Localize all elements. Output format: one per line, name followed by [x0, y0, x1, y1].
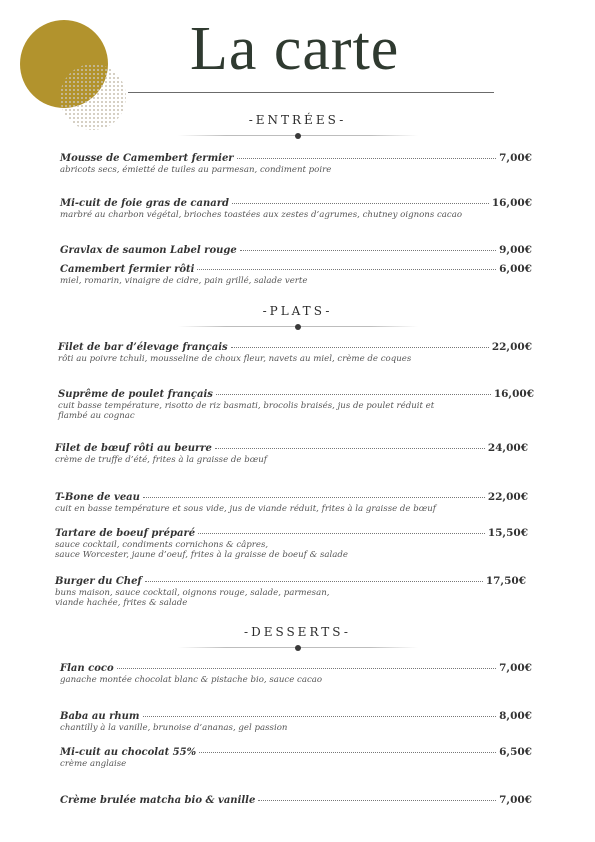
- section-title: -ENTRÉES-: [248, 113, 347, 127]
- item-description: marbré au charbon végétal, brioches toastées aux zestes d’agrumes, chutney oignons cacao: [60, 210, 463, 220]
- item-price: 15,50€: [487, 527, 528, 539]
- item-price: 7,00€: [499, 152, 532, 164]
- section-title: -PLATS-: [262, 304, 333, 318]
- section-divider: [178, 643, 418, 651]
- item-price: 22,00€: [491, 341, 532, 353]
- item-price: 16,00€: [491, 197, 532, 209]
- section-header-entrees: [0, 113, 595, 139]
- item-price: 8,00€: [499, 710, 532, 722]
- menu-item: [58, 341, 532, 364]
- item-name: Flan coco: [60, 663, 114, 674]
- item-description: crème de truffe d’été, frites à la graisse de bœuf: [55, 455, 267, 465]
- item-price: 16,00€: [493, 388, 534, 400]
- menu-item: [55, 491, 528, 514]
- item-name: Crème brulée matcha bio & vanille: [60, 795, 256, 806]
- item-name: Burger du Chef: [55, 576, 142, 587]
- dot-leader: [232, 203, 489, 204]
- item-description: miel, romarin, vinaigre de cidre, pain grillé, salade verte: [60, 276, 308, 286]
- item-price: 9,00€: [499, 244, 532, 256]
- divider-dot: [295, 324, 301, 330]
- item-price: 7,00€: [499, 662, 532, 674]
- section-divider: [178, 131, 418, 139]
- item-description: ganache montée chocolat blanc & pistache bio, sauce cacao: [60, 675, 323, 685]
- section-header-plats: [0, 304, 595, 330]
- item-description: sauce cocktail, condiments cornichons & câpres, sauce Worcester, jaune d’oeuf, frites à la graisse de boeuf & salade: [55, 540, 348, 560]
- dot-leader: [197, 269, 496, 270]
- dot-leader: [237, 158, 497, 159]
- section-divider: [178, 322, 418, 330]
- title-underline: [128, 92, 494, 93]
- item-name: T-Bone de veau: [55, 492, 140, 503]
- item-name: Mi-cuit au chocolat 55%: [60, 747, 197, 758]
- menu-item: [60, 152, 532, 175]
- menu-item: [55, 527, 528, 560]
- page-title: La carte: [190, 15, 400, 83]
- item-description: cuit basse température, risotto de riz basmati, brocolis braisés, jus de poulet réduit et flambé au cognac: [58, 401, 435, 421]
- item-name: Tartare de boeuf préparé: [55, 528, 196, 539]
- section-header-desserts: [0, 625, 595, 651]
- dot-leader: [117, 668, 496, 669]
- menu-item: [55, 442, 528, 465]
- menu-item: [55, 575, 526, 608]
- menu-item: [60, 263, 532, 286]
- dot-leader: [199, 752, 496, 753]
- dot-leader: [240, 250, 496, 251]
- item-description: crème anglaise: [60, 759, 127, 769]
- item-price: 6,50€: [499, 746, 532, 758]
- item-name: Filet de bar d’élevage français: [58, 342, 228, 353]
- item-name: Baba au rhum: [60, 711, 140, 722]
- dot-leader: [143, 497, 485, 498]
- dot-leader: [216, 394, 491, 395]
- dot-leader: [198, 533, 485, 534]
- menu-item: [60, 244, 532, 256]
- item-name: Mi-cuit de foie gras de canard: [60, 198, 229, 209]
- dot-leader: [231, 347, 489, 348]
- item-description: cuit en basse température et sous vide, jus de viande réduit, frites à la graisse de bœuf: [55, 504, 436, 514]
- dot-leader: [143, 716, 497, 717]
- menu-item: [60, 746, 532, 769]
- item-name: Camembert fermier rôti: [60, 264, 195, 275]
- item-price: 24,00€: [487, 442, 528, 454]
- item-description: abricots secs, émietté de tuiles au parmesan, condiment poire: [60, 165, 332, 175]
- item-name: Filet de bœuf rôti au beurre: [55, 443, 212, 454]
- item-description: rôti au poivre tchuli, mousseline de choux fleur, navets au miel, crème de coques: [58, 354, 412, 364]
- divider-dot: [295, 645, 301, 651]
- menu-item: [60, 662, 532, 685]
- item-price: 17,50€: [485, 575, 526, 587]
- item-name: Suprême de poulet français: [58, 389, 213, 400]
- item-name: Gravlax de saumon Label rouge: [60, 245, 237, 256]
- menu-item: [60, 197, 532, 220]
- divider-dot: [295, 133, 301, 139]
- menu-item: [60, 710, 532, 733]
- item-name: Mousse de Camembert fermier: [60, 153, 234, 164]
- menu-item: [60, 794, 532, 806]
- menu-item: [58, 388, 534, 421]
- dot-leader: [215, 448, 485, 449]
- item-price: 6,00€: [499, 263, 532, 275]
- dot-leader: [145, 581, 483, 582]
- item-price: 22,00€: [487, 491, 528, 503]
- dot-leader: [258, 800, 496, 801]
- item-description: chantilly à la vanille, brunoise d’ananas, gel passion: [60, 723, 288, 733]
- section-title: -DESSERTS-: [244, 625, 351, 639]
- item-price: 7,00€: [499, 794, 532, 806]
- item-description: buns maison, sauce cocktail, oignons rouge, salade, parmesan, viande hachée, frites & salade: [55, 588, 330, 608]
